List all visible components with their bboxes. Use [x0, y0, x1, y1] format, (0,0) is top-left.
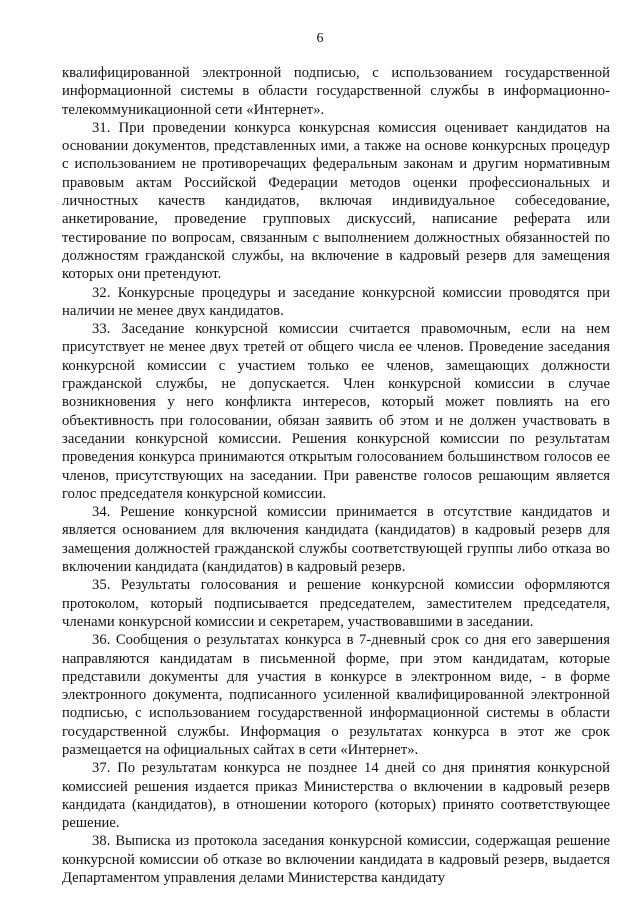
page-number: 6: [316, 31, 324, 46]
paragraph-32: 32. Конкурсные процедуры и заседание конкурсной комиссии проводятся при наличии не менее двух кандидатов.: [62, 284, 610, 319]
paragraph-31: 31. При проведении конкурса конкурсная комиссия оценивает кандидатов на основании документов, представленных ими, а также на основе конкурсных процедур с использованием не противоречащих федеральным законам и другим нормативным правовым актам Российской Федерации методов оценки профессиональных и личностных качеств кандидатов, включая индивидуальное собеседование, анкетирование, проведение групповых дискуссий, написание реферата или тестирование по вопросам, связанным с выполнением должностных обязанностей по должностям гражданской службы, на включение в кадровый резерв для замещения которых они претендуют.: [62, 119, 610, 283]
document-body: [62, 64, 610, 887]
paragraph-continuation: квалифицированной электронной подписью, с использованием государственной информационной системы в области государственной службы в информационно-телекоммуникационной сети «Интернет».: [62, 65, 610, 118]
paragraph-37: 37. По результатам конкурса не позднее 14 дней со дня принятия конкурсной комиссией решения издается приказ Министерства о включении в кадровый резерв кандидата (кандидатов), в отношении которого (которых) принято соответствующее решение.: [62, 760, 610, 832]
paragraph-36: 36. Сообщения о результатах конкурса в 7-дневный срок со дня его завершения направляются кандидатам в письменной форме, при этом кандидатам, которые представили документы для участия в конкурсе в электронном виде, - в форме электронного документа, подписанного усиленной квалифицированной электронной подписью, с использованием государственной информационной системы в области государственной службы. Информация о результатах конкурса в этот же срок размещается на официальных сайтах в сети «Интернет».: [62, 632, 610, 758]
paragraph-35: 35. Результаты голосования и решение конкурсной комиссии оформляются протоколом, который подписывается председателем, заместителем председателя, членами конкурсной комиссии и секретарем, участвовавшими в заседании.: [62, 577, 610, 630]
paragraph-33: 33. Заседание конкурсной комиссии считается правомочным, если на нем присутствует не менее двух третей от общего числа ее членов. Проведение заседания конкурсной комиссии с участием только ее членов, замещающих должности гражданской службы, не допускается. Член конкурсной комиссии в случае возникновения у него конфликта интересов, который может повлиять на его объективность при голосовании, обязан заявить об этом и не должен участвовать в заседании конкурсной комиссии. Решения конкурсной комиссии по результатам проведения конкурса принимаются открытым голосованием большинством голосов ее членов, присутствующих на заседании. При равенстве голосов решающим является голос председателя конкурсной комиссии.: [62, 321, 610, 502]
paragraph-38: 38. Выписка из протокола заседания конкурсной комиссии, содержащая решение конкурсной комиссии об отказе во включении кандидата в кадровый резерв, выдается Департаментом управления делами Министерства кандидату: [62, 833, 610, 887]
paragraph-34: 34. Решение конкурсной комиссии принимается в отсутствие кандидатов и является основанием для включения кандидата (кандидатов) в кадровый резерв для замещения должностей гражданской службы соответствующей группы либо отказа во включении кандидата (кандидатов) в кадровый резерв.: [62, 504, 610, 576]
